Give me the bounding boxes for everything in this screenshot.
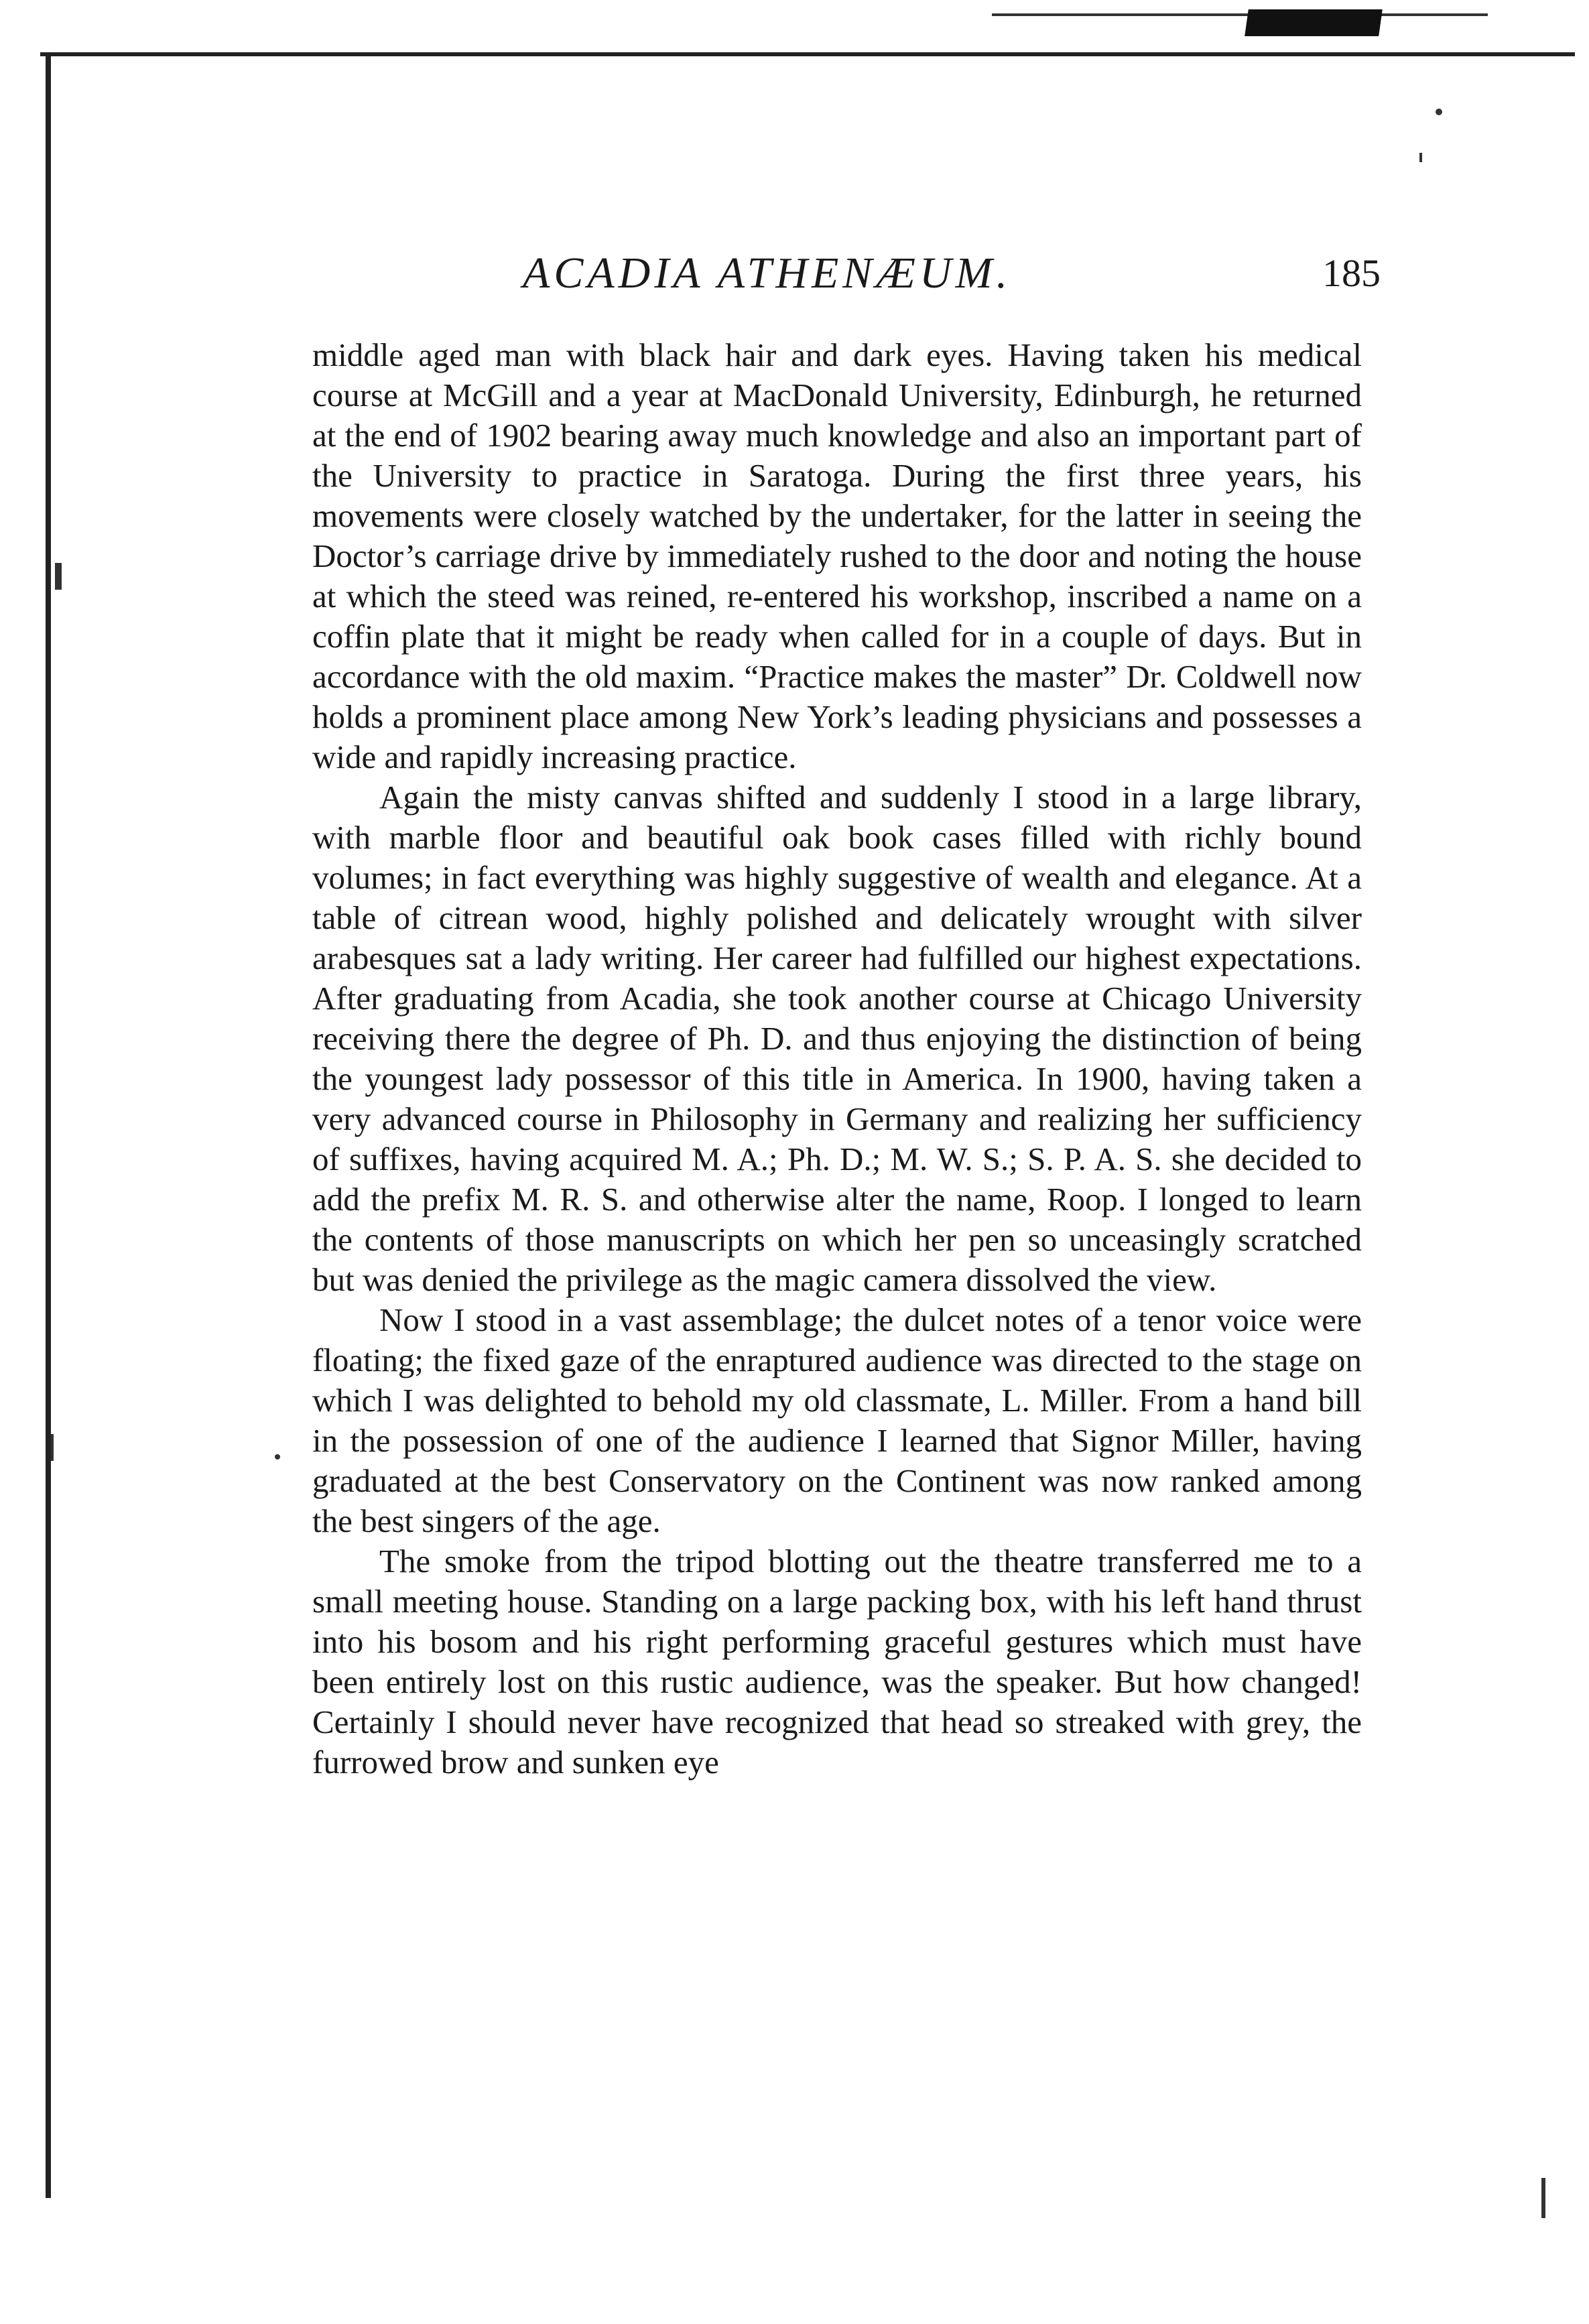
scan-edge-line	[992, 13, 1488, 16]
page-header	[308, 248, 1381, 315]
page-left-edge	[46, 54, 51, 2198]
margin-speck	[1541, 2178, 1545, 2218]
margin-speck	[275, 1454, 280, 1460]
scan-edge-mark	[1245, 9, 1383, 36]
margin-speck	[55, 563, 62, 590]
paragraph: Again the misty canvas shifted and suddenly I stood in a large library, with marble floor and beautiful oak book cases filled with richly bound volumes; in fact everything was highly suggestive of wealth and elegance. At a table of citrean wood, highly polished and delicately wrought with silver arabesques sat a lady writing. Her career had fulfilled our highest expectations. After graduating from Acadia, she took another course at Chicago University receiving there the degree of Ph. D. and thus enjoying the distinction of being the youngest lady possessor of this title in America. In 1900, having taken a very advanced course in Philosophy in Germany and realizing her sufficiency of suffixes, having acquired M. A.; Ph. D.; M. W. S.; S. P. A. S. she decided to add the prefix M. R. S. and otherwise alter the name, Roop. I longed to learn the contents of those manuscripts on which her pen so unceasingly scratched but was denied the privilege as the magic camera dissolved the view.	[312, 779, 1362, 1298]
margin-speck	[1436, 109, 1442, 115]
paragraph: Now I stood in a vast assemblage; the dulcet notes of a tenor voice were floating; the fixed gaze of the enraptured audience was directed to the stage on which I was delighted to behold my old classmate, L. Miller. From a hand bill in the possession of one of the audience I learned that Signor Miller, having graduated at the best Conservatory on the Continent was now ranked among the best singers of the age.	[312, 1301, 1362, 1539]
margin-speck	[1419, 153, 1422, 162]
running-head: ACADIA ATHENÆUM.	[523, 249, 1012, 298]
page-top-edge	[40, 52, 1575, 56]
margin-speck	[51, 1434, 54, 1461]
body-text	[312, 335, 1362, 1783]
paragraph: The smoke from the tripod blotting out the theatre transferred me to a small meeting house. Standing on a large packing box, with his left hand thrust into his bosom and his right performing graceful gestures which must have been entirely lost on this rustic audience, was the speaker. But how changed! Certainly I should never have recognized that head so streaked with grey, the furrowed brow and sunken eye	[312, 1543, 1362, 1781]
paragraph: middle aged man with black hair and dark eyes. Having taken his medical course at McGill and a year at MacDonald University, Edinburgh, he returned at the end of 1902 bearing away much knowledge and also an important part of the University to practice in Saratoga. During the first three years, his movements were closely watched by the undertaker, for the latter in seeing the Doctor’s carriage drive by immediately rushed to the door and noting the house at which the steed was reined, re-entered his workshop, inscribed a name on a coffin plate that it might be ready when called for in a couple of days. But in accordance with the old maxim. “Practice makes the master” Dr. Coldwell now holds a prominent place among New York’s leading physicians and possesses a wide and rapidly increasing practice.	[312, 336, 1362, 775]
page-number: 185	[1322, 251, 1381, 295]
